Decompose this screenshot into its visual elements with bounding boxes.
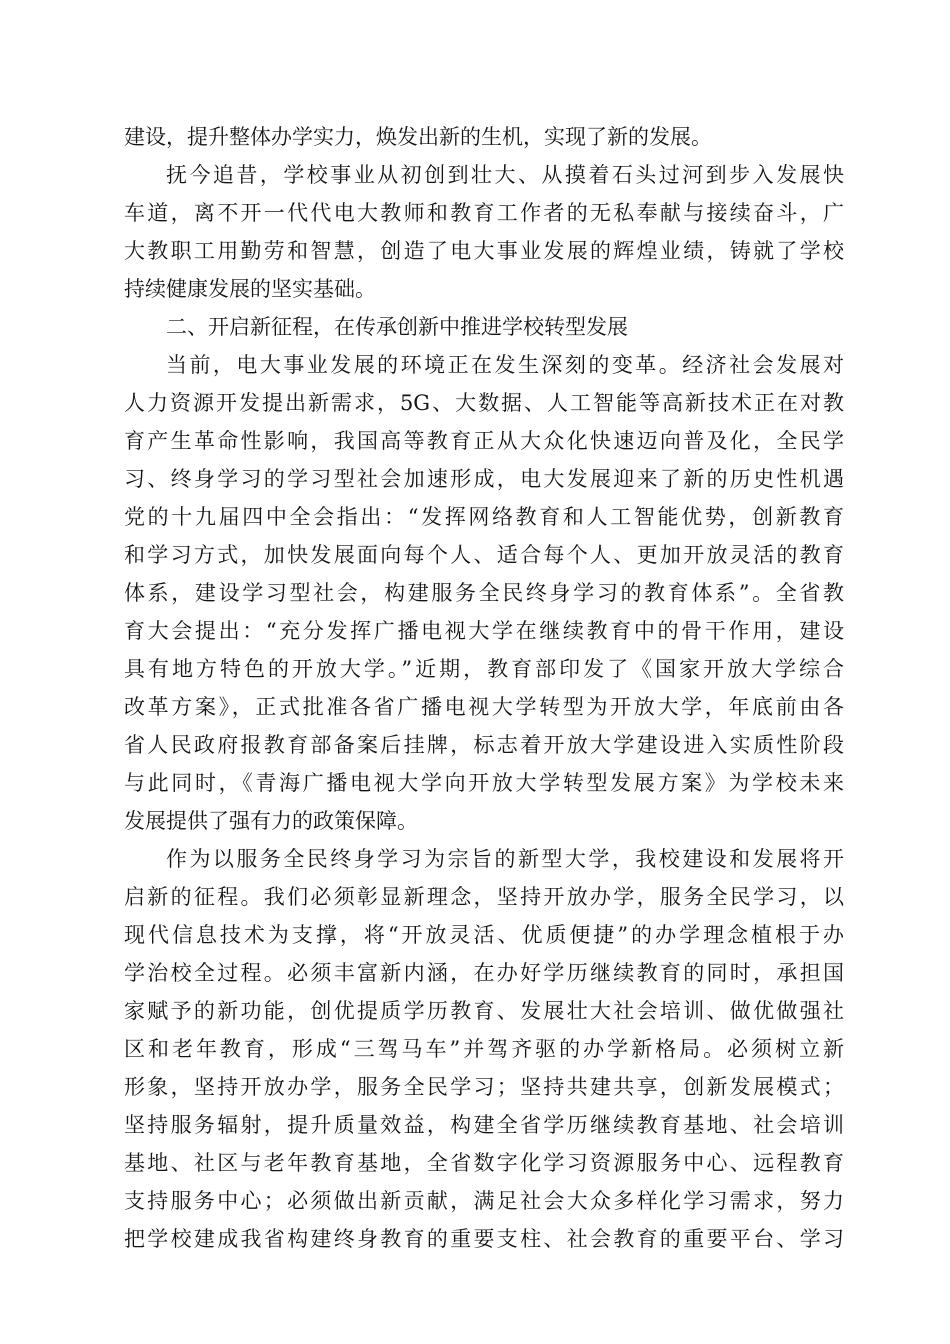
paragraph-line: 支持服务中心；必须做出新贡献，满足社会大众多样化学习需求，努力 — [124, 1189, 844, 1213]
paragraph-line: 人力资源开发提出新需求，5G、大数据、人工智能等高新技术正在对教 — [124, 391, 844, 415]
paragraph-line: 作为以服务全民终身学习为宗旨的新型大学，我校建设和发展将开 — [166, 847, 844, 871]
paragraph-line: 党的十九届四中全会指出：“发挥网络教育和人工智能优势，创新教育 — [124, 505, 844, 529]
paragraph-line: 学治校全过程。必须丰富新内涵，在办好学历继续教育的同时，承担国 — [124, 961, 844, 985]
paragraph-line: 体系，建设学习型社会，构建服务全民终身学习的教育体系”。全省教 — [124, 581, 844, 605]
paragraph-line: 发展提供了强有力的政策保障。 — [124, 809, 418, 833]
paragraph-line: 形象，坚持开放办学，服务全民学习；坚持共建共享，创新发展模式； — [124, 1075, 844, 1099]
paragraph-line: 改革方案》，正式批准各省广播电视大学转型为开放大学，年底前由各 — [124, 695, 844, 719]
paragraph-line: 习、终身学习的学习型社会加速形成，电大发展迎来了新的历史性机遇 — [124, 467, 844, 491]
paragraph-line: 基地、社区与老年教育基地，全省数字化学习资源服务中心、远程教育 — [124, 1151, 844, 1175]
paragraph-line: 具有地方特色的开放大学。”近期，教育部印发了《国家开放大学综合 — [124, 657, 844, 681]
paragraph-line: 和学习方式，加快发展面向每个人、适合每个人、更加开放灵活的教育 — [124, 543, 844, 567]
paragraph-line: 现代信息技术为支撑，将“开放灵活、优质便捷”的办学理念植根于办 — [124, 923, 844, 947]
paragraph-line: 省人民政府报教育部备案后挂牌，标志着开放大学建设进入实质性阶段 — [124, 733, 844, 757]
paragraph-line: 大教职工用勤劳和智慧，创造了电大事业发展的辉煌业绩，铸就了学校 — [124, 239, 844, 263]
section-heading: 二、开启新征程，在传承创新中推进学校转型发展 — [166, 315, 628, 339]
paragraph-line: 启新的征程。我们必须彰显新理念，坚持开放办学，服务全民学习，以 — [124, 885, 844, 909]
paragraph-line: 育大会提出：“充分发挥广播电视大学在继续教育中的骨干作用，建设 — [124, 619, 844, 643]
paragraph-line: 坚持服务辐射，提升质量效益，构建全省学历继续教育基地、社会培训 — [124, 1113, 844, 1137]
paragraph-line: 车道，离不开一代代电大教师和教育工作者的无私奉献与接续奋斗，广 — [124, 201, 844, 225]
paragraph-line: 当前，电大事业发展的环境正在发生深刻的变革。经济社会发展对 — [166, 353, 844, 377]
paragraph-line: 建设，提升整体办学实力，焕发出新的生机，实现了新的发展。 — [124, 125, 712, 149]
paragraph-line: 家赋予的新功能，创优提质学历教育、发展壮大社会培训、做优做强社 — [124, 999, 844, 1023]
paragraph-line: 持续健康发展的坚实基础。 — [124, 277, 376, 301]
paragraph-line: 育产生革命性影响，我国高等教育正从大众化快速迈向普及化，全民学 — [124, 429, 844, 453]
paragraph-line: 与此同时，《青海广播电视大学向开放大学转型发展方案》为学校未来 — [124, 771, 844, 795]
paragraph-line: 把学校建成我省构建终身教育的重要支柱、社会教育的重要平台、学习 — [124, 1227, 844, 1251]
paragraph-line: 抚今追昔，学校事业从初创到壮大、从摸着石头过河到步入发展快 — [166, 163, 844, 187]
paragraph-line: 区和老年教育，形成“三驾马车”并驾齐驱的办学新格局。必须树立新 — [124, 1037, 844, 1061]
